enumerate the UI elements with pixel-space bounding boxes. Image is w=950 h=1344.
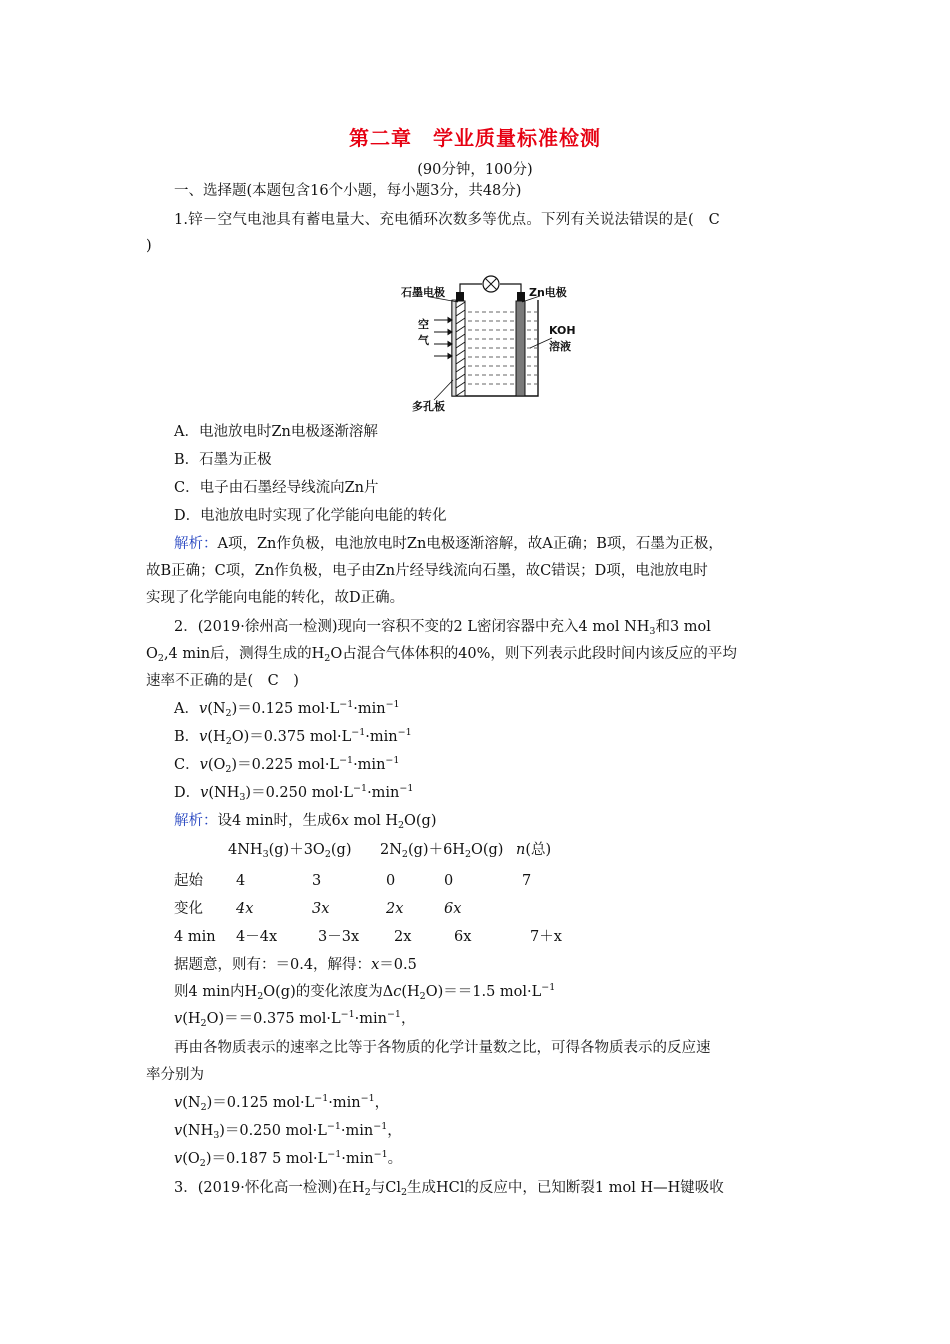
q1-stem-line1: 1.锌－空气电池具有蓄电量大、充电循环次数多等优点。下列有关说法错误的是( C xyxy=(174,212,720,228)
ice-row3-c2: 3－3x xyxy=(318,929,360,945)
q2-option-d: D．$v(NH_3)=0.250$ $mol\cdot L^{-1}\cdot\min^{-1}$ xyxy=(174,783,414,803)
ice-row1-c4: 0 xyxy=(444,873,454,889)
q2-result-nh3: $v(NH_3)=0.250$ $mol\cdot L^{-1}\cdot\min^{-1}$， xyxy=(174,1121,402,1141)
ice-row1-c2: 3 xyxy=(312,873,322,889)
ice-row2-c1: 4x xyxy=(236,901,254,917)
q1-option-c: C．电子由石墨经导线流向Zn片 xyxy=(174,480,379,496)
q2-calc-4: 再由各物质表示的速率之比等于各物质的化学计量数之比，可得各物质表示的反应速 xyxy=(174,1040,711,1056)
ice-row3-c5: 7＋x xyxy=(530,929,562,945)
ice-row3-c3: 2x xyxy=(394,929,412,945)
q2-stem-line3: 速率不正确的是( C ) xyxy=(146,673,299,689)
ice-row2-label: 变化 xyxy=(174,901,203,917)
q2-analysis-head: 解析：设4 min时，生成6x mol $H_2O(g)$ xyxy=(174,813,437,831)
q2-result-o2: $v(O_2)=0.187$ 5 $mol\cdot L^{-1}\cdot\min^{-1}$。 xyxy=(174,1149,403,1169)
ice-row2-c2: 3x xyxy=(312,901,330,917)
label-solution: 溶液 xyxy=(549,340,571,353)
q1-option-b: B．石墨为正极 xyxy=(174,452,272,468)
label-air-1: 空 xyxy=(418,318,429,331)
ice-row2-c3: 2x xyxy=(386,901,404,917)
q2-equation: $4NH_3(g)+3O_2(g)$ xyxy=(228,842,352,860)
q2-stem-line1: 2．(2019·徐州高一检测)现向一容积不变的2 L密闭容器中充入4 mol $NH_3$和3 mol xyxy=(174,619,711,637)
ice-row1-c3: 0 xyxy=(386,873,396,889)
q2-stem-line2: $O_2,4$ min后，测得生成的$H_2O$占混合气体体积的40%，则下列表示此段时间内该反应的平均 xyxy=(146,646,737,664)
analysis-label: 解析： xyxy=(174,536,218,552)
ice-row3-c1: 4－4x xyxy=(236,929,278,945)
section-heading: 一、选择题(本题包含16个小题，每小题3分，共48分) xyxy=(174,183,522,199)
q2-option-b: B．$v(H_2O)=0.375$ $mol\cdot L^{-1}\cdot\min^{-1}$ xyxy=(174,727,412,747)
battery-diagram xyxy=(398,268,588,414)
q2-option-a: A．$v(N_2)=0.125$ $mol\cdot L^{-1}\cdot\min^{-1}$ xyxy=(174,699,400,719)
ice-row3-c4: 6x xyxy=(454,929,472,945)
q2-result-n2: $v(N_2)=0.125$ $mol\cdot L^{-1}\cdot\min^{-1}$， xyxy=(174,1093,390,1113)
q2-calc-3: $v(H_2O)==0.375$ $mol\cdot L^{-1}\cdot\min^{-1}$， xyxy=(174,1009,416,1029)
label-porous: 多孔板 xyxy=(412,400,445,413)
ice-row1-label: 起始 xyxy=(174,873,203,889)
ice-row1-c5: 7 xyxy=(522,873,532,889)
label-air-2: 气 xyxy=(418,334,429,347)
q3-stem-line1: 3．(2019·怀化高一检测)在$H_2$与$Cl_2$生成HCl的反应中，已知断裂1 mol H—H键吸收 xyxy=(174,1180,724,1198)
q1-option-d: D．电池放电时实现了化学能向电能的转化 xyxy=(174,508,447,524)
q2-option-c: C．$v(O_2)=0.225$ $mol\cdot L^{-1}\cdot\min^{-1}$ xyxy=(174,755,400,775)
label-graphite: 石墨电极 xyxy=(401,286,445,299)
q2-calc-2: 则4 min内$H_2O(g)$的变化浓度为$\Delta c(H_2O)==1.5$ $mol\cdot L^{-1}$ xyxy=(174,982,556,1002)
label-koh: KOH xyxy=(549,324,576,337)
q1-analysis-line2: 故B正确；C项，Zn作负极，电子由Zn片经导线流向石墨，故C错误；D项，电池放电时 xyxy=(146,563,708,579)
q2-equation-right: $2N_2(g)+6H_2O(g)$ xyxy=(380,842,504,860)
q2-equation-total: n(总) xyxy=(516,842,552,858)
q1-stem-line2: ) xyxy=(146,238,152,254)
page-title: 第二章 学业质量标准检测 xyxy=(349,126,601,150)
q1-option-a: A．电池放电时Zn电极逐渐溶解 xyxy=(174,424,378,440)
ice-row3-label: 4 min xyxy=(174,929,216,945)
q1-analysis-line3: 实现了化学能向电能的转化，故D正确。 xyxy=(146,590,405,606)
label-zn: Zn电极 xyxy=(529,286,567,299)
page-subtitle: (90分钟，100分) xyxy=(417,162,533,178)
q2-calc-5: 率分别为 xyxy=(146,1067,204,1083)
ice-row2-c4: 6x xyxy=(444,901,462,917)
q1-analysis-line1: 解析：A项，Zn作负极，电池放电时Zn电极逐渐溶解，故A正确；B项，石墨为正极， xyxy=(174,536,723,552)
ice-row1-c1: 4 xyxy=(236,873,246,889)
q2-calc-1: 据题意，则有：＝0.4，解得：x＝0.5 xyxy=(174,957,417,973)
